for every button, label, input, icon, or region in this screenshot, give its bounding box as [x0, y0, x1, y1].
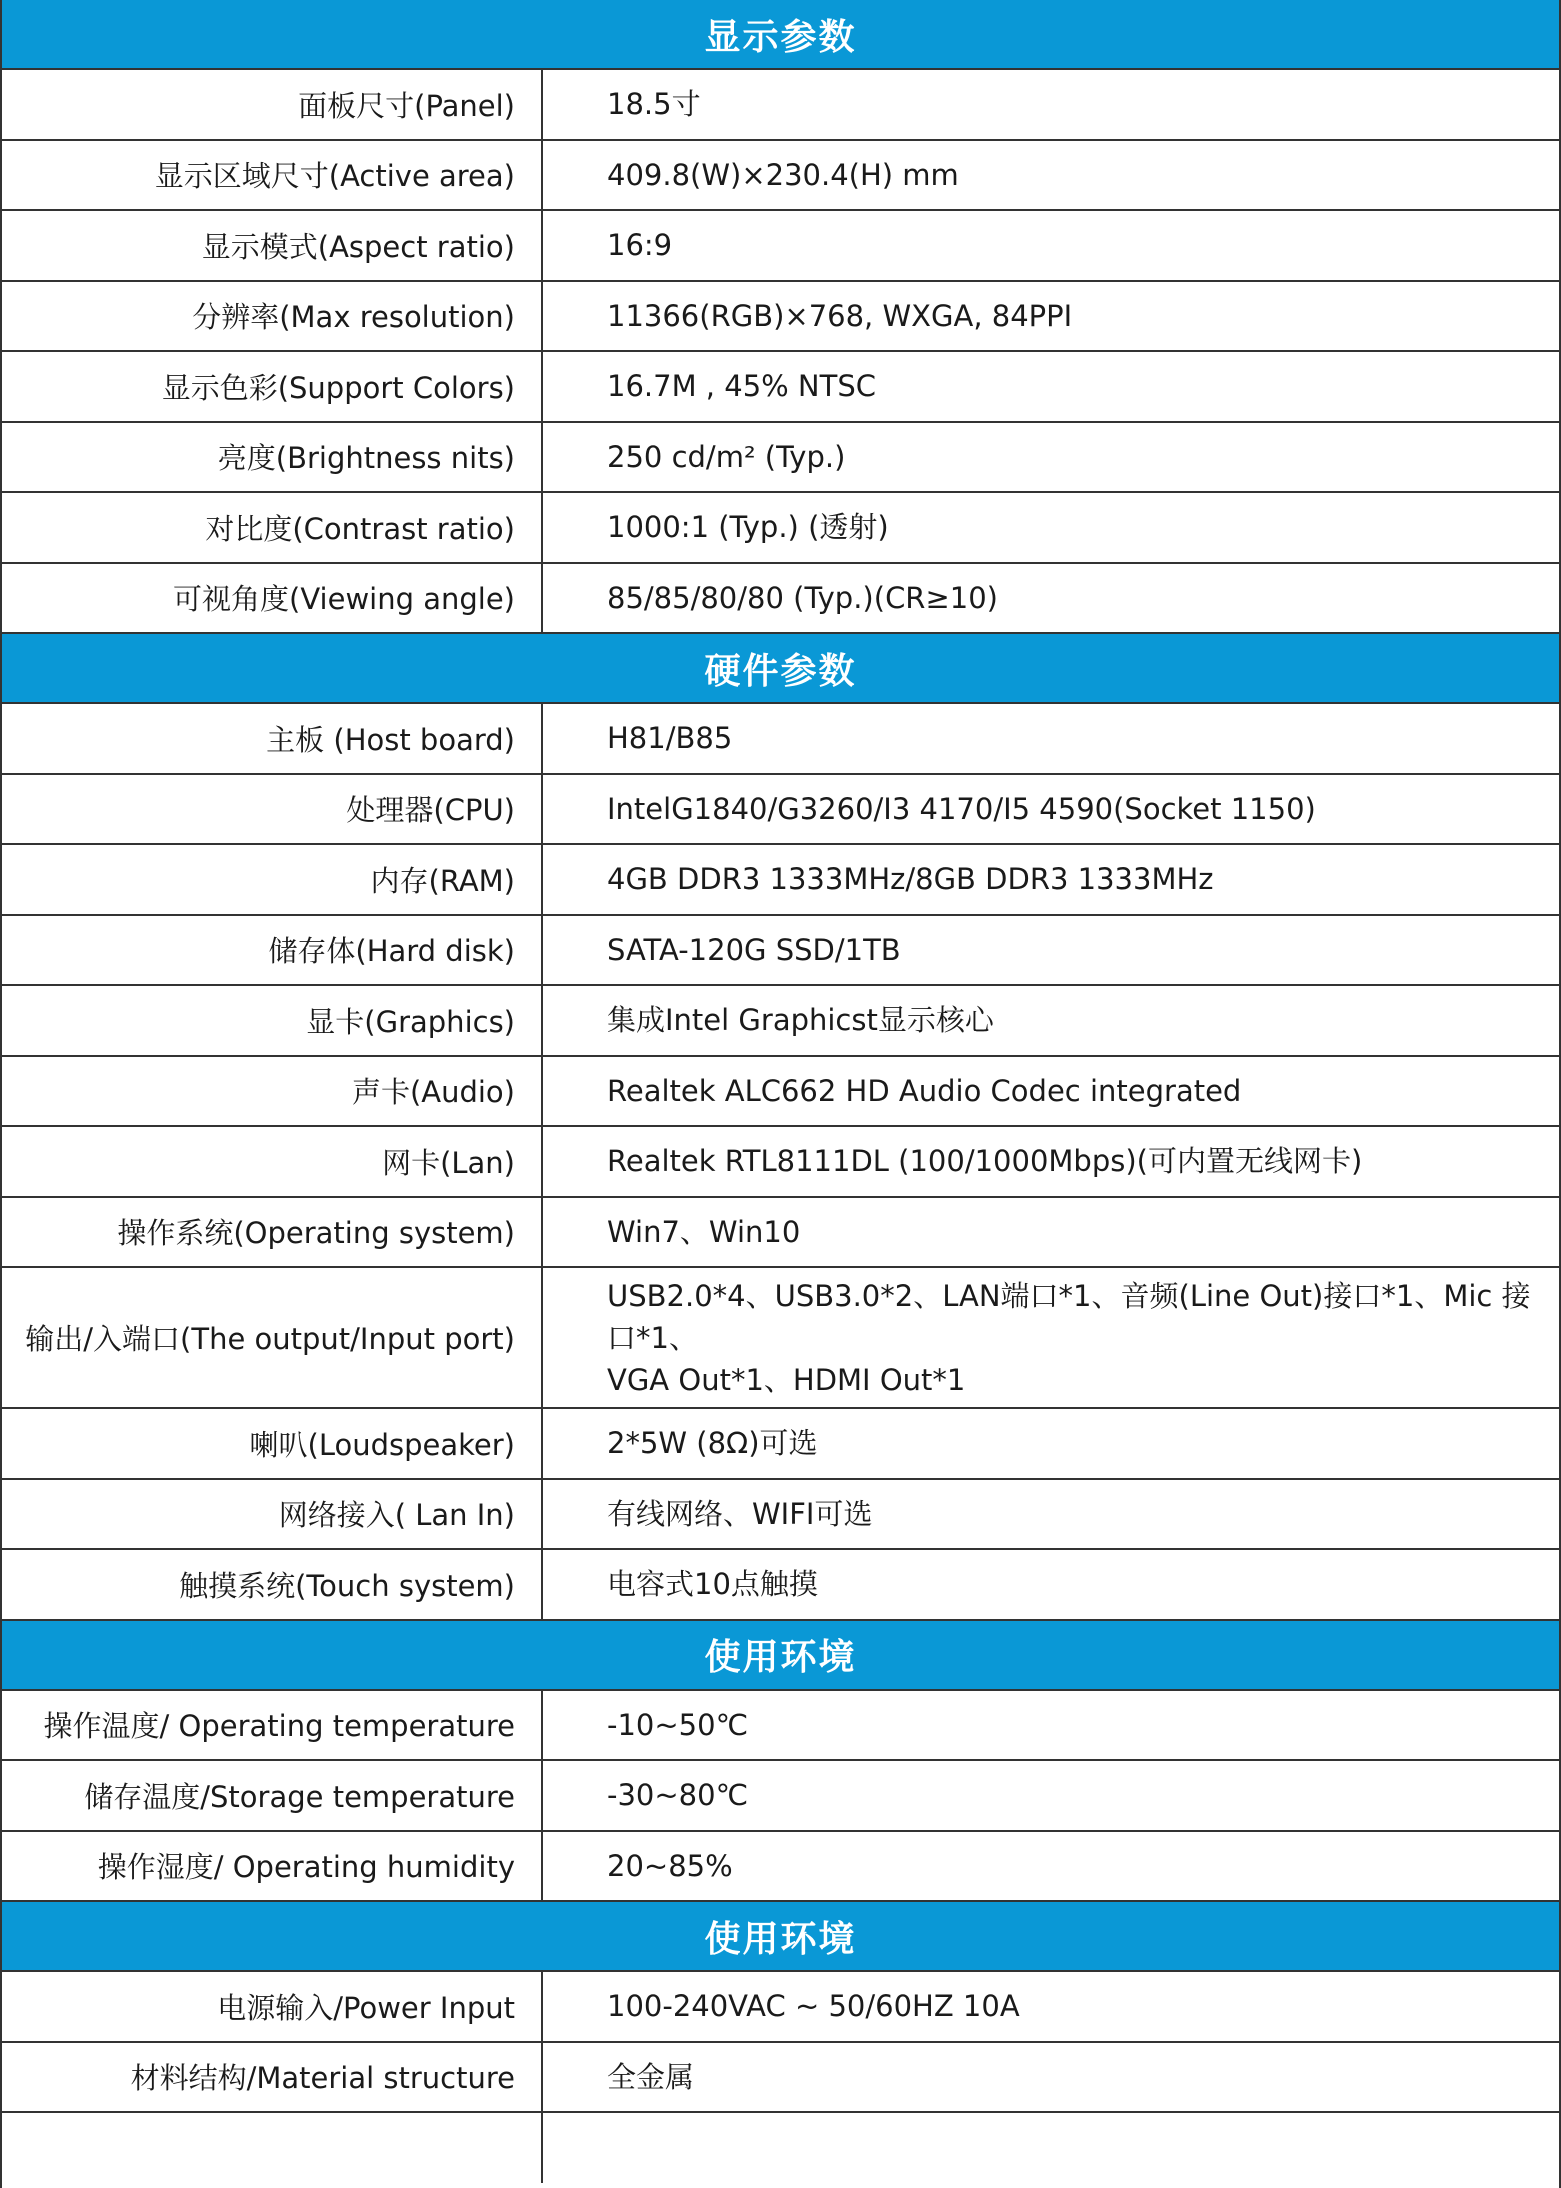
spec-value: 85/85/80/80 (Typ.)(CR≥10) — [607, 580, 998, 615]
spec-label: 显卡(Graphics) — [2, 986, 543, 1055]
spec-label: 显示区域尺寸(Active area) — [2, 141, 543, 210]
spec-value: 1000:1 (Typ.) (透射) — [607, 510, 889, 545]
spec-row — [2, 564, 1559, 635]
spec-row — [2, 423, 1559, 494]
spec-label: 分辨率(Max resolution) — [2, 282, 543, 351]
empty-label-cell — [2, 2113, 543, 2183]
spec-row — [2, 1550, 1559, 1621]
spec-value: H81/B85 — [607, 721, 733, 756]
spec-value: 18.5寸 — [607, 87, 701, 122]
spec-value: 电容式10点触摸 — [607, 1567, 818, 1602]
spec-label: 亮度(Brightness nits) — [2, 423, 543, 492]
spec-row — [2, 1268, 1559, 1409]
spec-label: 网络接入( Lan In) — [2, 1480, 543, 1549]
spec-row — [2, 704, 1559, 775]
spec-row — [2, 845, 1559, 916]
spec-row — [2, 352, 1559, 423]
spec-label: 输出/入端口(The output/Input port) — [2, 1268, 543, 1407]
spec-label: 操作温度/ Operating temperature — [2, 1691, 543, 1760]
spec-row — [2, 1057, 1559, 1128]
spec-row — [2, 141, 1559, 212]
spec-row — [2, 211, 1559, 282]
spec-label: 电源输入/Power Input — [2, 1972, 543, 2041]
spec-value: 11366(RGB)×768, WXGA, 84PPI — [607, 298, 1073, 333]
section-header: 显示参数 — [2, 0, 1559, 70]
section-header: 硬件参数 — [2, 634, 1559, 704]
spec-value: Realtek RTL8111DL (100/1000Mbps)(可内置无线网卡) — [607, 1144, 1363, 1179]
spec-value: 16.7M , 45% NTSC — [607, 369, 876, 404]
spec-value: 20~85% — [607, 1848, 733, 1883]
spec-row — [2, 1972, 1559, 2043]
spec-row — [2, 1409, 1559, 1480]
spec-value: USB2.0*4、USB3.0*2、LAN端口*1、音频(Line Out)接口*1、Mic 接口*1、 VGA Out*1、HDMI Out*1 — [607, 1278, 1531, 1397]
spec-row — [2, 1198, 1559, 1269]
empty-row — [2, 2113, 1559, 2183]
spec-row — [2, 916, 1559, 987]
spec-label: 处理器(CPU) — [2, 775, 543, 844]
spec-value: 409.8(W)×230.4(H) mm — [607, 157, 959, 192]
spec-row — [2, 1761, 1559, 1832]
section-header: 使用环境 — [2, 1902, 1559, 1972]
spec-value: 100-240VAC ~ 50/60HZ 10A — [607, 1989, 1020, 2024]
spec-row — [2, 1480, 1559, 1551]
spec-label: 对比度(Contrast ratio) — [2, 493, 543, 562]
spec-label: 储存体(Hard disk) — [2, 916, 543, 985]
spec-row — [2, 282, 1559, 353]
spec-row — [2, 1691, 1559, 1762]
spec-value: IntelG1840/G3260/I3 4170/I5 4590(Socket 1150) — [607, 791, 1316, 826]
spec-row — [2, 986, 1559, 1057]
spec-label: 操作系统(Operating system) — [2, 1198, 543, 1267]
spec-label: 主板 (Host board) — [2, 704, 543, 773]
spec-value: 2*5W (8Ω)可选 — [607, 1426, 818, 1461]
spec-value: -10~50℃ — [607, 1707, 749, 1742]
spec-label: 内存(RAM) — [2, 845, 543, 914]
spec-label: 可视角度(Viewing angle) — [2, 564, 543, 633]
spec-value: 全金属 — [607, 2059, 695, 2094]
spec-label: 声卡(Audio) — [2, 1057, 543, 1126]
spec-value: SATA-120G SSD/1TB — [607, 932, 901, 967]
spec-value: 4GB DDR3 1333MHz/8GB DDR3 1333MHz — [607, 862, 1214, 897]
spec-value: Realtek ALC662 HD Audio Codec integrated — [607, 1073, 1242, 1108]
spec-label: 喇叭(Loudspeaker) — [2, 1409, 543, 1478]
spec-value: 有线网络、WIFI可选 — [607, 1496, 873, 1531]
spec-label: 面板尺寸(Panel) — [2, 70, 543, 139]
section-header: 使用环境 — [2, 1621, 1559, 1691]
spec-label: 材料结构/Material structure — [2, 2043, 543, 2112]
spec-value: Win7、Win10 — [607, 1214, 801, 1249]
spec-row — [2, 70, 1559, 141]
spec-row — [2, 2043, 1559, 2114]
spec-label: 触摸系统(Touch system) — [2, 1550, 543, 1619]
spec-value: 集成Intel Graphicst显示核心 — [607, 1003, 994, 1038]
spec-label: 操作湿度/ Operating humidity — [2, 1832, 543, 1901]
spec-value: -30~80℃ — [607, 1778, 749, 1813]
spec-label: 显示模式(Aspect ratio) — [2, 211, 543, 280]
spec-row — [2, 1832, 1559, 1903]
spec-label: 储存温度/Storage temperature — [2, 1761, 543, 1830]
spec-label: 网卡(Lan) — [2, 1127, 543, 1196]
spec-label: 显示色彩(Support Colors) — [2, 352, 543, 421]
spec-row — [2, 493, 1559, 564]
spec-row — [2, 775, 1559, 846]
spec-row — [2, 1127, 1559, 1198]
spec-value: 250 cd/m² (Typ.) — [607, 439, 846, 474]
spec-value: 16:9 — [607, 228, 673, 263]
empty-value-cell — [543, 2113, 1559, 2183]
